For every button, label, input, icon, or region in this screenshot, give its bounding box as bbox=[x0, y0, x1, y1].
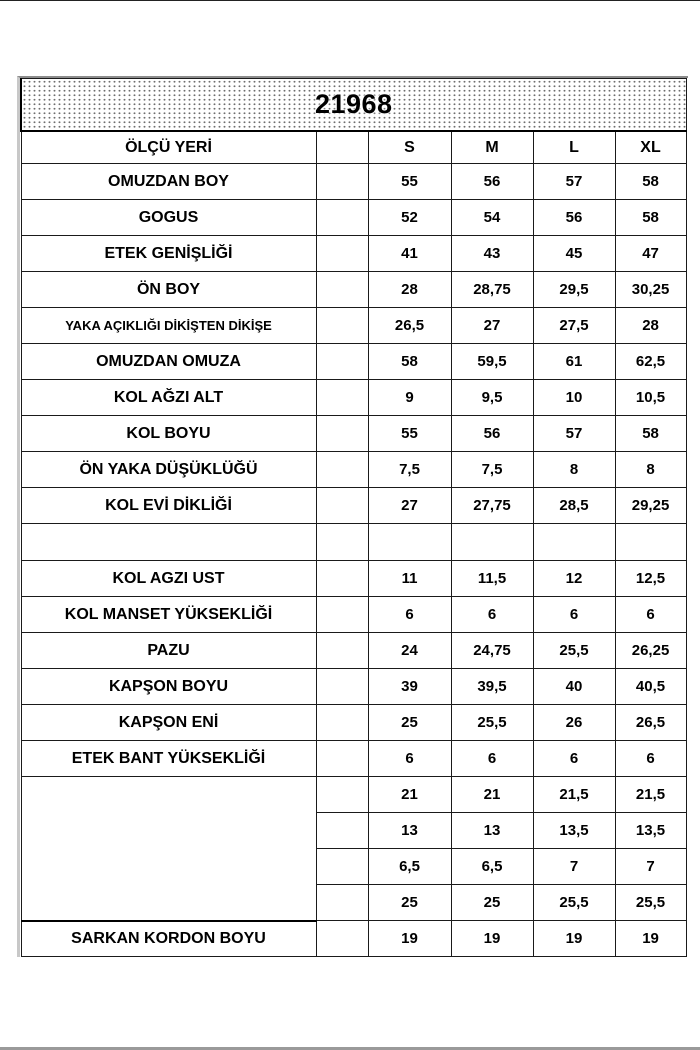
row-label: ÖN YAKA DÜŞÜKLÜĞÜ bbox=[21, 452, 316, 488]
table-row bbox=[21, 272, 686, 308]
value-l: 13,5 bbox=[533, 813, 615, 849]
value-s: 21 bbox=[368, 777, 451, 813]
table-row bbox=[21, 561, 686, 597]
row-label: OMUZDAN OMUZA bbox=[21, 344, 316, 380]
value-l bbox=[533, 524, 615, 561]
header-extra-cell bbox=[316, 131, 368, 164]
value-xl: 47 bbox=[615, 236, 686, 272]
value-m: 19 bbox=[451, 921, 533, 957]
value-s: 25 bbox=[368, 705, 451, 741]
row-extra-cell bbox=[316, 597, 368, 633]
value-l: 25,5 bbox=[533, 885, 615, 921]
table-row bbox=[21, 452, 686, 488]
header-size-s: S bbox=[368, 131, 451, 164]
value-s: 6 bbox=[368, 597, 451, 633]
table-row bbox=[21, 633, 686, 669]
value-l: 10 bbox=[533, 380, 615, 416]
value-xl: 58 bbox=[615, 416, 686, 452]
row-label: YAKA AÇIKLIĞI DİKİŞTEN DİKİŞE bbox=[21, 308, 316, 344]
table-row bbox=[21, 344, 686, 380]
value-xl: 6 bbox=[615, 741, 686, 777]
value-xl: 13,5 bbox=[615, 813, 686, 849]
value-m: 56 bbox=[451, 416, 533, 452]
value-l: 25,5 bbox=[533, 633, 615, 669]
row-label: ETEK BANT YÜKSEKLİĞİ bbox=[21, 741, 316, 777]
row-label bbox=[21, 524, 316, 561]
value-m: 11,5 bbox=[451, 561, 533, 597]
row-extra-cell bbox=[316, 164, 368, 200]
row-label: KOL MANSET YÜKSEKLİĞİ bbox=[21, 597, 316, 633]
value-s: 39 bbox=[368, 669, 451, 705]
header-size-xl: XL bbox=[615, 131, 686, 164]
table-row bbox=[21, 164, 686, 200]
table-row bbox=[21, 705, 686, 741]
value-s: 6,5 bbox=[368, 849, 451, 885]
row-extra-cell bbox=[316, 380, 368, 416]
value-xl: 40,5 bbox=[615, 669, 686, 705]
row-extra-cell bbox=[316, 200, 368, 236]
value-m: 59,5 bbox=[451, 344, 533, 380]
model-code-cell bbox=[21, 79, 686, 132]
row-extra-cell bbox=[316, 524, 368, 561]
value-s: 26,5 bbox=[368, 308, 451, 344]
value-m: 56 bbox=[451, 164, 533, 200]
row-label: ETEK GENİŞLİĞİ bbox=[21, 236, 316, 272]
value-l: 28,5 bbox=[533, 488, 615, 524]
value-s: 25 bbox=[368, 885, 451, 921]
row-label: GOGUS bbox=[21, 200, 316, 236]
row-extra-cell bbox=[316, 308, 368, 344]
value-l: 7 bbox=[533, 849, 615, 885]
blank-row bbox=[21, 524, 686, 561]
value-xl: 6 bbox=[615, 597, 686, 633]
value-xl: 62,5 bbox=[615, 344, 686, 380]
row-label: OMUZDAN BOY bbox=[21, 164, 316, 200]
value-l: 45 bbox=[533, 236, 615, 272]
row-label: KAPŞON ENİ bbox=[21, 705, 316, 741]
value-l: 26 bbox=[533, 705, 615, 741]
value-s: 27 bbox=[368, 488, 451, 524]
value-xl: 58 bbox=[615, 164, 686, 200]
row-extra-cell bbox=[316, 741, 368, 777]
value-m: 25 bbox=[451, 885, 533, 921]
row-extra-cell bbox=[316, 236, 368, 272]
value-m: 24,75 bbox=[451, 633, 533, 669]
row-extra-cell bbox=[316, 921, 368, 957]
value-s: 28 bbox=[368, 272, 451, 308]
value-s: 9 bbox=[368, 380, 451, 416]
value-m: 6 bbox=[451, 741, 533, 777]
value-m: 21 bbox=[451, 777, 533, 813]
value-xl: 12,5 bbox=[615, 561, 686, 597]
row-extra-cell bbox=[316, 416, 368, 452]
value-s: 6 bbox=[368, 741, 451, 777]
value-l: 57 bbox=[533, 164, 615, 200]
value-xl: 26,5 bbox=[615, 705, 686, 741]
value-xl: 10,5 bbox=[615, 380, 686, 416]
value-xl: 26,25 bbox=[615, 633, 686, 669]
value-l: 8 bbox=[533, 452, 615, 488]
merged-blank-label bbox=[21, 777, 316, 921]
value-s: 11 bbox=[368, 561, 451, 597]
value-m: 27 bbox=[451, 308, 533, 344]
value-l: 12 bbox=[533, 561, 615, 597]
value-m: 6,5 bbox=[451, 849, 533, 885]
table-row bbox=[21, 921, 686, 957]
value-s: 13 bbox=[368, 813, 451, 849]
value-m: 27,75 bbox=[451, 488, 533, 524]
table-row bbox=[21, 236, 686, 272]
table-row bbox=[21, 669, 686, 705]
table-row bbox=[21, 416, 686, 452]
value-l: 57 bbox=[533, 416, 615, 452]
row-extra-cell bbox=[316, 885, 368, 921]
header-size-l: L bbox=[533, 131, 615, 164]
row-extra-cell bbox=[316, 452, 368, 488]
value-l: 21,5 bbox=[533, 777, 615, 813]
row-extra-cell bbox=[316, 272, 368, 308]
value-m: 43 bbox=[451, 236, 533, 272]
table-row bbox=[21, 380, 686, 416]
row-label: KOL EVİ DİKLİĞİ bbox=[21, 488, 316, 524]
value-xl: 30,25 bbox=[615, 272, 686, 308]
value-l: 6 bbox=[533, 741, 615, 777]
model-code: 21968 bbox=[314, 89, 393, 119]
table-row bbox=[21, 741, 686, 777]
row-extra-cell bbox=[316, 488, 368, 524]
value-m: 13 bbox=[451, 813, 533, 849]
row-label: KOL AĞZI ALT bbox=[21, 380, 316, 416]
row-label: KOL BOYU bbox=[21, 416, 316, 452]
value-m: 7,5 bbox=[451, 452, 533, 488]
value-s: 55 bbox=[368, 164, 451, 200]
value-l: 61 bbox=[533, 344, 615, 380]
title-row bbox=[21, 79, 686, 132]
size-chart-table bbox=[20, 78, 687, 957]
value-l: 27,5 bbox=[533, 308, 615, 344]
row-extra-cell bbox=[316, 813, 368, 849]
row-label: KOL AGZI UST bbox=[21, 561, 316, 597]
top-border-line bbox=[0, 0, 700, 1]
header-measurement-label: ÖLÇÜ YERİ bbox=[21, 131, 316, 164]
value-m: 39,5 bbox=[451, 669, 533, 705]
value-xl: 25,5 bbox=[615, 885, 686, 921]
table-row bbox=[21, 597, 686, 633]
value-m bbox=[451, 524, 533, 561]
table-row bbox=[21, 488, 686, 524]
value-l: 19 bbox=[533, 921, 615, 957]
header-size-m: M bbox=[451, 131, 533, 164]
value-m: 25,5 bbox=[451, 705, 533, 741]
table-row bbox=[21, 308, 686, 344]
row-label: KAPŞON BOYU bbox=[21, 669, 316, 705]
table-row bbox=[21, 200, 686, 236]
row-extra-cell bbox=[316, 561, 368, 597]
row-extra-cell bbox=[316, 777, 368, 813]
value-xl: 7 bbox=[615, 849, 686, 885]
value-l: 6 bbox=[533, 597, 615, 633]
size-chart-sheet bbox=[17, 76, 688, 957]
value-m: 28,75 bbox=[451, 272, 533, 308]
value-l: 29,5 bbox=[533, 272, 615, 308]
value-xl: 29,25 bbox=[615, 488, 686, 524]
row-label: ÖN BOY bbox=[21, 272, 316, 308]
value-xl bbox=[615, 524, 686, 561]
value-l: 40 bbox=[533, 669, 615, 705]
row-extra-cell bbox=[316, 344, 368, 380]
value-m: 6 bbox=[451, 597, 533, 633]
row-extra-cell bbox=[316, 669, 368, 705]
row-label: SARKAN KORDON BOYU bbox=[21, 921, 316, 957]
value-s bbox=[368, 524, 451, 561]
value-xl: 58 bbox=[615, 200, 686, 236]
value-s: 24 bbox=[368, 633, 451, 669]
row-extra-cell bbox=[316, 705, 368, 741]
row-extra-cell bbox=[316, 849, 368, 885]
value-xl: 19 bbox=[615, 921, 686, 957]
value-s: 58 bbox=[368, 344, 451, 380]
row-label: PAZU bbox=[21, 633, 316, 669]
value-m: 9,5 bbox=[451, 380, 533, 416]
value-s: 7,5 bbox=[368, 452, 451, 488]
value-s: 41 bbox=[368, 236, 451, 272]
value-xl: 21,5 bbox=[615, 777, 686, 813]
value-xl: 28 bbox=[615, 308, 686, 344]
table-row bbox=[21, 777, 686, 813]
value-s: 52 bbox=[368, 200, 451, 236]
value-l: 56 bbox=[533, 200, 615, 236]
header-row bbox=[21, 131, 686, 164]
value-s: 19 bbox=[368, 921, 451, 957]
value-s: 55 bbox=[368, 416, 451, 452]
value-m: 54 bbox=[451, 200, 533, 236]
value-xl: 8 bbox=[615, 452, 686, 488]
row-extra-cell bbox=[316, 633, 368, 669]
